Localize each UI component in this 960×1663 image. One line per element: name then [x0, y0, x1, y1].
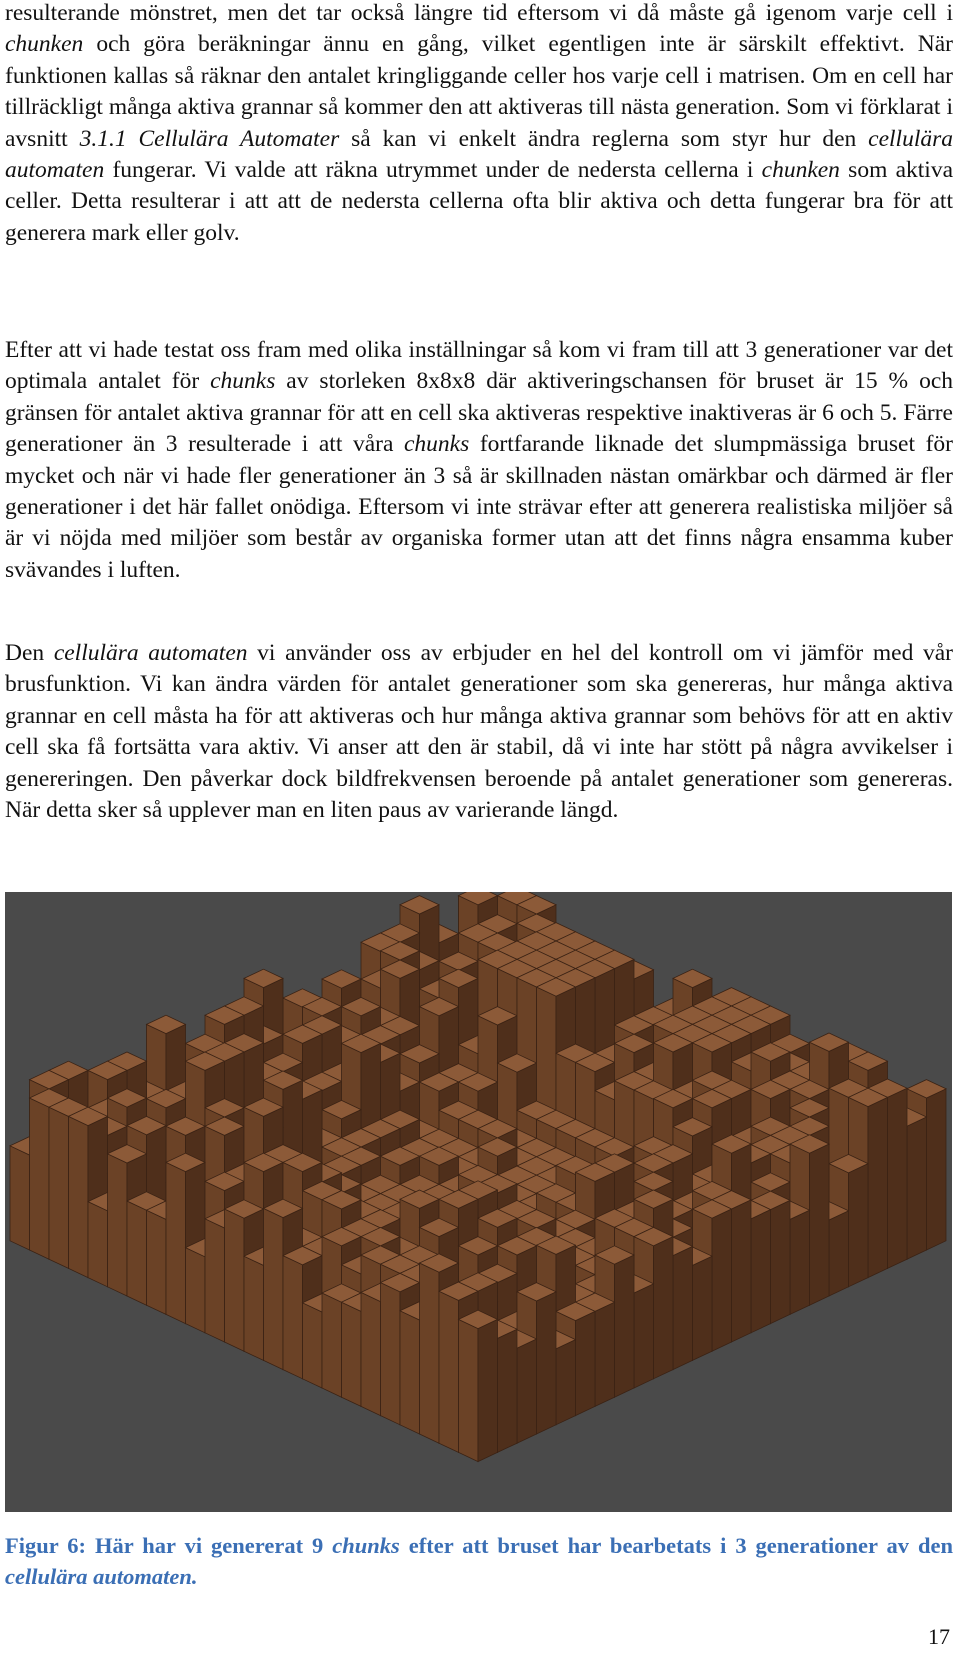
paragraph-2: Efter att vi hade testat oss fram med olika inställningar så kom vi fram till att 3 generationer var det optimala antalet för chunks av storleken 8x8x8 där aktiveringschansen för bruset är 15 % och gränsen för antalet aktiva grannar för att en cell ska aktiveras respektive inaktiveras är 6 och 5. Färre generationer än 3 resulterade i att våra chunks fortfarande liknade det slumpmässiga bruset för mycket och när vi hade fler generationer än 3 så är skillnaden nästan omärkbar och därmed är fler generationer i det här fallet onödiga. Eftersom vi inte strävar efter att generera realistiska miljöer så är vi nöjda med miljöer som består av organiska former utan att det finns några ensamma kuber svävandes i luften. — [5, 337, 953, 583]
paragraph-3: Den cellulära automaten vi använder oss av erbjuder en hel del kontroll om vi jämför med vår brusfunktion. Vi kan ändra värden för antalet generationer som ska genereras, hur många aktiva grannar en cell måsta ha för att aktiveras och hur många aktiva grannar som behövs för att en aktiv cell ska få fortsätta vara aktiv. Vi anser att den är stabil, då vi inte har stött på några avvikelser i genereringen. Den påverkar dock bildfrekvensen beroende på antalet generationer som genereras. När detta sker så upplever man en liten paus av varierande längd. — [5, 640, 953, 824]
voxel-terrain-image — [5, 892, 952, 1512]
page-number: 17 — [928, 1624, 950, 1649]
paragraph-1: resulterande mönstret, men det tar också längre tid eftersom vi då måste gå igenom varje cell i chunken och göra beräkningar ännu en gång, vilket egentligen inte är särskilt effektivt. När funktionen kallas så räknar den antalet kringliggande celler hos varje cell i matrisen. Om en cell har tillräckligt många aktiva grannar så kommer den att aktiveras till nästa generation. Som vi förklarat i avsnitt 3.1.1 Cellulära Automater så kan vi enkelt ändra reglerna som styr hur den cellulära automaten fungerar. Vi valde att räkna utrymmet under de nedersta cellerna i chunken som aktiva celler. Detta resulterar i att att de nedersta cellerna ofta blir aktiva och detta fungerar bra för att generera mark eller golv. — [5, 0, 953, 246]
figure-caption: Figur 6: Här har vi genererat 9 chunks efter att bruset har bearbetats i 3 generationer av den cellulära automaten. — [5, 1533, 953, 1589]
figure-voxel-terrain — [5, 892, 952, 1512]
